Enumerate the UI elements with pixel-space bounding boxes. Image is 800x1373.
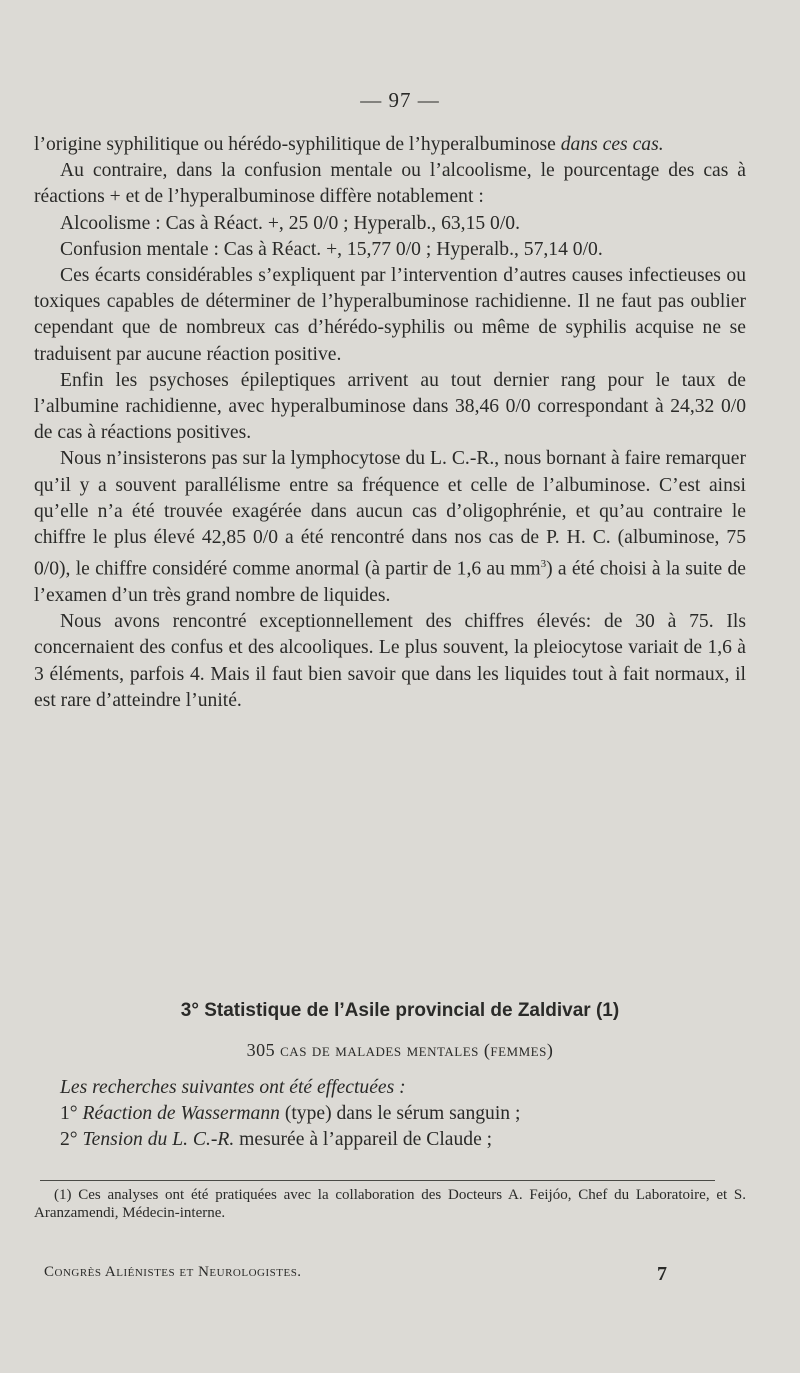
paragraph-2: Au contraire, dans la confusion mentale ou l’alcoolisme, le pourcentage des cas à réactions + et de l’hyperalbuminose diffère notablement : [34, 160, 746, 208]
research-item-1-text: (type) dans le sérum sanguin ; [279, 1103, 521, 1124]
body-text [34, 132, 746, 714]
paragraph-alcoolisme: Alcoolisme : Cas à Réact. +, 25 0/0 ; Hyperalb., 63,15 0/0. [60, 212, 520, 234]
footnote [34, 1186, 746, 1222]
research-item-1-number: 1° [60, 1103, 78, 1124]
research-intro: Les recherches suivantes ont été effectuées : [60, 1077, 406, 1098]
section-heading: 3° Statistique de l’Asile provincial de Zaldivar (1) [180, 1000, 620, 1021]
paragraph-7-superscript: 3 [540, 558, 547, 571]
research-item-2-number: 2° [60, 1129, 78, 1150]
paragraph-7-text-a: Nous n’insisterons pas sur la lymphocytose du L. C.-R., nous bornant à faire remarquer qu’il y a souvent parallélisme entre sa fréquence et celle de l’albuminose. C’est ainsi qu’elle n’a été trouvée exagérée dans aucun cas d’oligophrénie, et qu’au contraire le chiffre le plus élevé 42,85 0/0 a été rencontré dans nos cas de P. H. C. (albuminose, 75 0/0), le chiffre considéré comme anormal (à partir de 1,6 au mm [34, 448, 746, 580]
signature-mark: 7 [657, 1263, 667, 1285]
paragraph-1-text: l’origine syphilitique ou hérédo-syphilitique de l’hyperalbuminose [34, 134, 561, 155]
paragraph-5: Ces écarts considérables s’expliquent par l’intervention d’autres causes infectieuses ou toxiques capables de déterminer de l’hyperalbuminose rachidienne. Il ne faut pas oublier cependant que de nombreux cas d’hérédo-syphilis ou même de syphilis acquise ne se traduisent par aucune réaction positive. [34, 265, 746, 365]
research-item-2 [60, 1127, 750, 1153]
page-number: — 97 — [360, 88, 440, 112]
paragraph-confusion: Confusion mentale : Cas à Réact. +, 15,77 0/0 ; Hyperalb., 57,14 0/0. [60, 238, 603, 260]
footnote-text: (1) Ces analyses ont été pratiquées avec la collaboration des Docteurs A. Feijóo, Chef du Laboratoire, et S. Aranzamendi, Médecin-interne. [34, 1187, 746, 1221]
footnote-divider [40, 1180, 715, 1181]
footer-title: Congrès Aliénistes et Neurologistes. [44, 1264, 302, 1280]
research-item-1-italic: Réaction de Wassermann [82, 1103, 280, 1124]
research-item-2-text: mesurée à l’appareil de Claude ; [234, 1129, 493, 1150]
paragraph-1-italic: dans ces cas. [560, 134, 664, 155]
paragraph-1 [34, 132, 746, 158]
research-item-2-italic: Tension du L. C.-R. [82, 1129, 235, 1150]
paragraph-8: Nous avons rencontré exceptionnellement des chiffres élevés: de 30 à 75. Ils concernaient des confus et des alcooliques. Le plus souvent, la pleiocytose variait de 1,6 à 3 éléments, parfois 4. Mais il faut bien savoir que dans les liquides tout à fait normaux, il est rare d’atteindre l’unité. [34, 611, 746, 711]
paragraph-7 [34, 446, 746, 609]
paragraph-7-text-b: ) a été choisi à la suite de l’examen d’un très grand nombre de liquides. [34, 558, 746, 606]
section-subheading: 305 cas de malades mentales (femmes) [246, 1040, 554, 1060]
research-list [60, 1075, 750, 1153]
research-item-1 [60, 1101, 750, 1127]
paragraph-6: Enfin les psychoses épileptiques arrivent au tout dernier rang pour le taux de l’albumine rachidienne, avec hyperalbuminose dans 38,46 0/0 correspondant à 24,32 0/0 de cas à réactions positives. [34, 369, 746, 444]
